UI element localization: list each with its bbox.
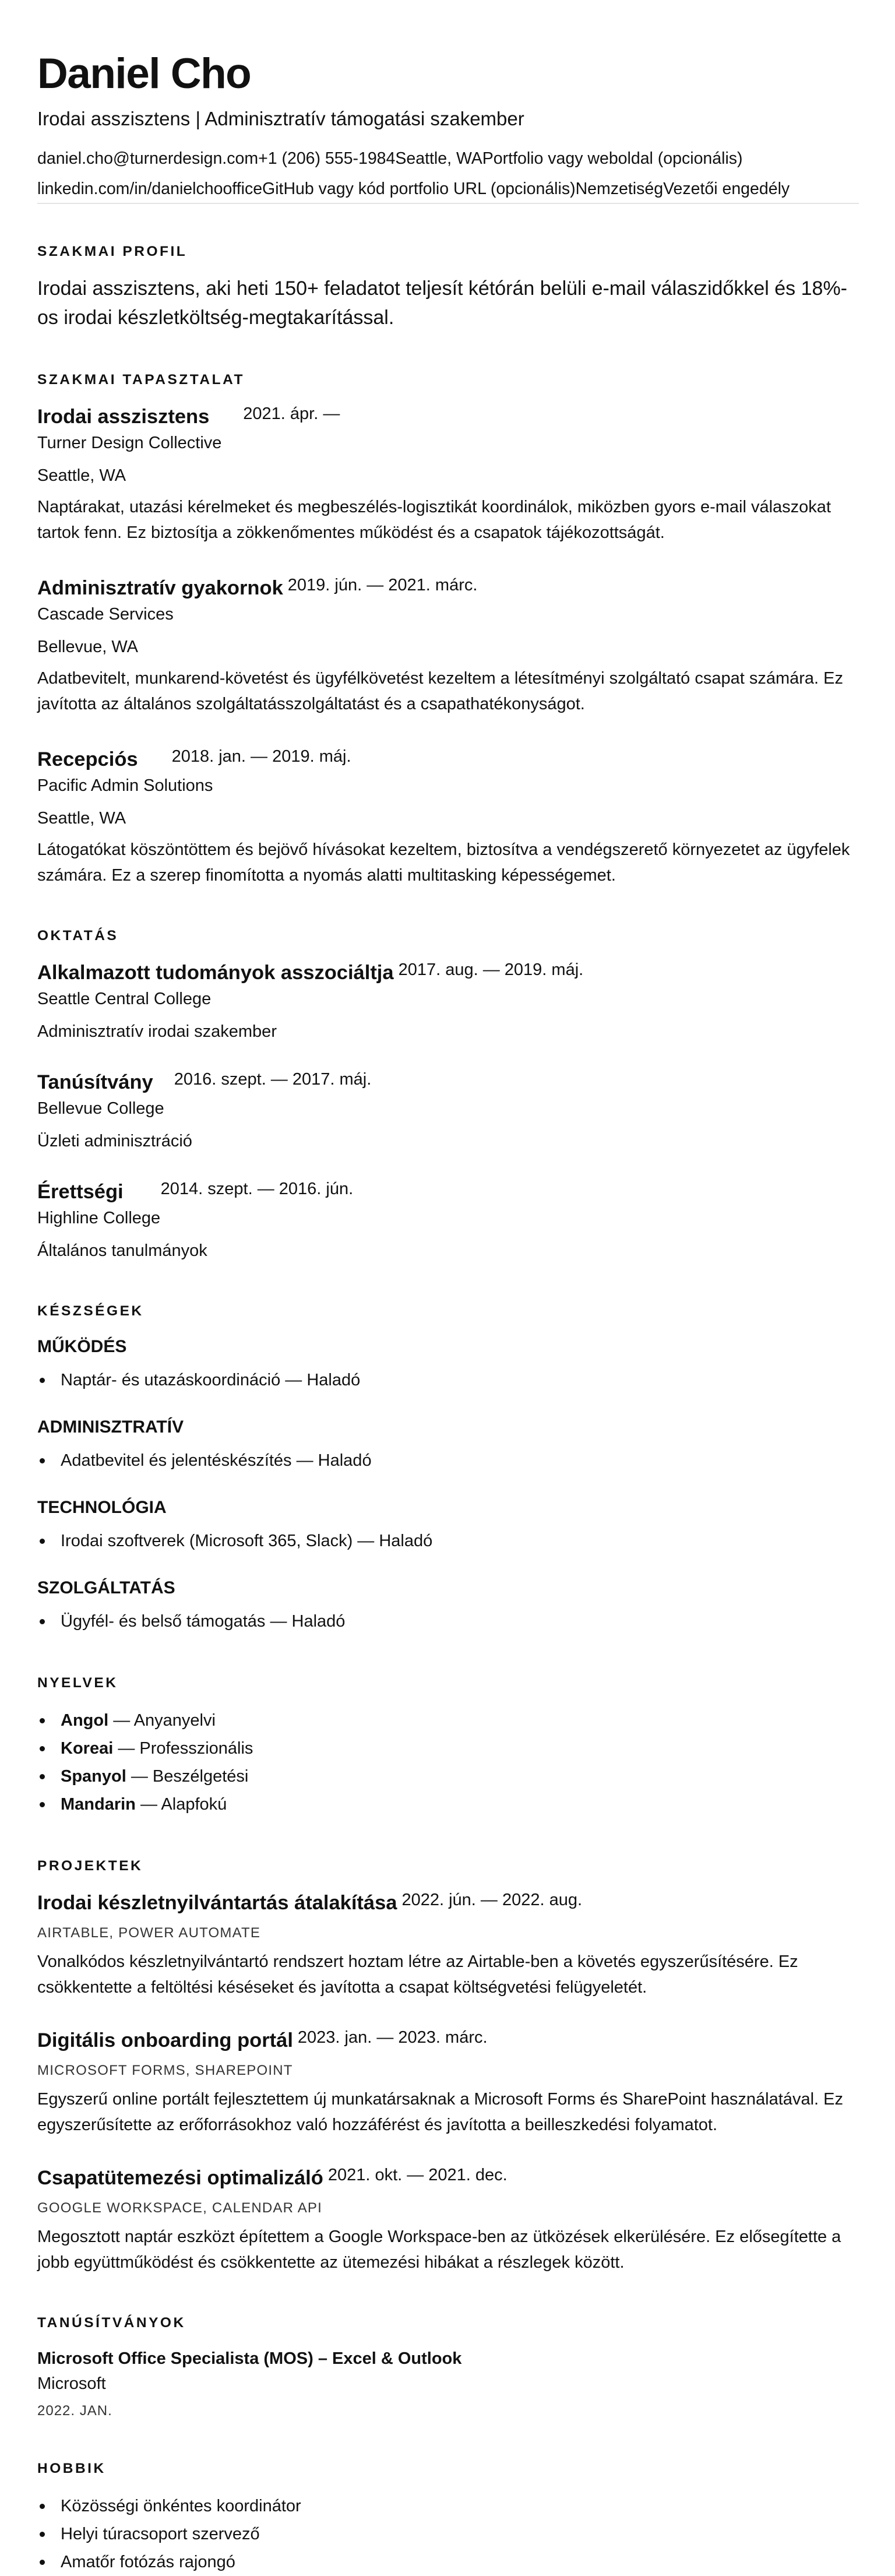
education-section <box>37 927 859 1264</box>
job-location: Bellevue, WA <box>37 638 138 656</box>
education-date: 2014. szept. — 2016. jún. <box>160 1180 354 1198</box>
project-description: Megosztott naptár eszközt építettem a Google Workspace-ben az ütközések elkerülésére. Ez elősegítette a jobb együttműködést és csökkentette az ütemezési hibákat a részlegek között. <box>37 2227 841 2272</box>
job-description: Látogatókat köszöntöttem és bejövő hívásokat kezeltem, biztosítva a vendégszerető környezetet az ügyfelek számára. Ez a szerep finomította a nyomás alatti multitasking képességemet. <box>37 840 850 885</box>
project-date: 2022. jún. — 2022. aug. <box>401 1891 583 1909</box>
project-description: Vonalkódos készletnyilvántartó rendszert hoztam létre az Airtable-ben a követés egyszerűsítésére. Ez csökkentette a feltöltési késéseket és javította a csapat költségvetési felügyeletét. <box>37 1952 798 1997</box>
job-date: 2018. jan. — 2019. máj. <box>171 747 351 766</box>
section-title: NYELVEK <box>37 1675 118 1691</box>
language-list <box>37 1706 859 1818</box>
skill-category-name: TECHNOLÓGIA <box>37 1498 167 1517</box>
language-name: Koreai <box>61 1739 114 1758</box>
section-title: SZAKMAI PROFIL <box>37 244 188 259</box>
skill-category <box>37 1495 859 1555</box>
section-title: SZAKMAI TAPASZTALAT <box>37 372 245 388</box>
company-name: Pacific Admin Solutions <box>37 776 213 795</box>
contact-row <box>37 177 859 200</box>
project-entry <box>37 2165 859 2275</box>
company-name: Cascade Services <box>37 605 174 624</box>
projects-section <box>37 1857 859 2275</box>
job-date: 2019. jún. — 2021. márc. <box>287 576 478 594</box>
skill-category-name: MŰKÖDÉS <box>37 1337 127 1356</box>
project-entry <box>37 2027 859 2138</box>
language-name: Angol <box>61 1711 109 1730</box>
certification-date: 2022. JAN. <box>37 2403 112 2419</box>
skill-category <box>37 1576 859 1635</box>
skill-item: Naptár- és utazáskoordináció — Haladó <box>61 1366 859 1394</box>
hobby-list <box>37 2492 859 2576</box>
project-name: Csapatütemezési optimalizáló <box>37 2167 323 2189</box>
skills-section <box>37 1302 859 1635</box>
project-entry <box>37 1889 859 2000</box>
candidate-name: Daniel Cho <box>37 50 251 97</box>
language-item <box>61 1762 859 1790</box>
field-of-study: Üzleti adminisztráció <box>37 1132 192 1150</box>
contact-email[interactable]: daniel.cho@turnerdesign.com <box>37 149 259 168</box>
language-level: — Alapfokú <box>135 1795 227 1814</box>
education-date: 2017. aug. — 2019. máj. <box>398 960 584 979</box>
field-of-study: Általános tanulmányok <box>37 1241 207 1260</box>
languages-section <box>37 1674 859 1818</box>
profile-section <box>37 242 859 332</box>
certifications-section <box>37 2314 859 2421</box>
skill-category-name: SZOLGÁLTATÁS <box>37 1578 175 1597</box>
language-level: — Anyanyelvi <box>108 1711 216 1730</box>
language-item <box>61 1734 859 1762</box>
experience-entry <box>37 746 859 888</box>
skill-category-name: ADMINISZTRATÍV <box>37 1417 184 1437</box>
job-title: Adminisztratív gyakornok <box>37 577 283 599</box>
project-description: Egyszerű online portált fejlesztettem új munkatársaknak a Microsoft Forms és SharePoint használatával. Ez egyszerűsítette az erőforrásokhoz való hozzáférést és javította a beilleszkedési folyamatot. <box>37 2090 843 2134</box>
field-of-study: Adminisztratív irodai szakember <box>37 1022 277 1041</box>
school-name: Highline College <box>37 1209 161 1227</box>
language-level: — Beszélgetési <box>126 1767 249 1786</box>
skill-item: Ügyfél- és belső támogatás — Haladó <box>61 1607 859 1635</box>
skill-category <box>37 1335 859 1394</box>
language-item <box>61 1706 859 1734</box>
degree-title: Alkalmazott tudományok asszociáltja <box>37 962 394 984</box>
project-date: 2023. jan. — 2023. márc. <box>297 2028 488 2047</box>
project-name: Irodai készletnyilvántartás átalakítása <box>37 1892 397 1914</box>
job-description: Naptárakat, utazási kérelmeket és megbeszélés-logisztikát koordinálok, miközben gyors e-mail válaszokat tartok fenn. Ez biztosítja a zökkenőmentes működést és a csapatok tájékozottságát. <box>37 498 831 542</box>
headline: Irodai asszisztens | Adminisztratív támogatási szakember <box>37 108 524 129</box>
job-location: Seattle, WA <box>37 466 126 485</box>
contact-location: Seattle, WA <box>395 149 482 168</box>
job-title: Irodai asszisztens <box>37 406 210 428</box>
experience-section <box>37 371 859 888</box>
language-name: Mandarin <box>61 1795 136 1814</box>
contact-phone[interactable]: +1 (206) 555-1984 <box>258 149 396 168</box>
job-date: 2021. ápr. — <box>243 404 340 423</box>
hobbies-section <box>37 2459 859 2576</box>
education-entry <box>37 959 859 1044</box>
language-item <box>61 1790 859 1818</box>
language-name: Spanyol <box>61 1767 126 1786</box>
project-tech: AIRTABLE, POWER AUTOMATE <box>37 1925 261 1941</box>
education-entry <box>37 1178 859 1264</box>
contact-nationality: Nemzetiség <box>575 180 664 198</box>
school-name: Seattle Central College <box>37 990 212 1008</box>
project-tech: MICROSOFT FORMS, SHAREPOINT <box>37 2063 293 2078</box>
skill-category <box>37 1415 859 1474</box>
project-name: Digitális onboarding portál <box>37 2029 293 2051</box>
skill-item: Irodai szoftverek (Microsoft 365, Slack) — Haladó <box>61 1527 859 1555</box>
degree-title: Érettségi <box>37 1181 124 1203</box>
skill-item: Adatbevitel és jelentéskészítés — Haladó <box>61 1447 859 1474</box>
degree-title: Tanúsítvány <box>37 1071 153 1093</box>
hobby-item: Amatőr fotózás rajongó <box>61 2548 859 2576</box>
experience-entry <box>37 575 859 717</box>
section-title: KÉSZSÉGEK <box>37 1303 144 1319</box>
education-date: 2016. szept. — 2017. máj. <box>174 1070 372 1089</box>
section-title: HOBBIK <box>37 2461 106 2476</box>
section-title: PROJEKTEK <box>37 1858 143 1874</box>
language-level: — Professzionális <box>113 1739 253 1758</box>
contact-row <box>37 147 859 170</box>
project-date: 2021. okt. — 2021. dec. <box>327 2166 508 2184</box>
project-tech: GOOGLE WORKSPACE, CALENDAR API <box>37 2200 322 2216</box>
certification-entry <box>37 2346 859 2421</box>
hobby-item: Közösségi önkéntes koordinátor <box>61 2492 859 2520</box>
contact-portfolio[interactable]: Portfolio vagy weboldal (opcionális) <box>482 149 743 168</box>
contact-linkedin-github[interactable]: linkedin.com/in/danielchoofficeGitHub vagy kód portfolio URL (opcionális) <box>37 180 576 198</box>
job-description: Adatbevitelt, munkarend-követést és ügyfélkövetést kezeltem a létesítményi szolgáltató csapat számára. Ez javította az általános szolgáltatásszolgáltatást és a csapathatékonyságot. <box>37 669 844 713</box>
experience-entry <box>37 403 859 546</box>
header-divider <box>37 203 859 204</box>
education-entry <box>37 1069 859 1154</box>
profile-summary: Irodai asszisztens, aki heti 150+ feladatot teljesít kétórán belüli e-mail válaszidőkkel és 18%-os irodai készletköltség-megtakarítással. <box>37 277 847 329</box>
school-name: Bellevue College <box>37 1099 164 1118</box>
job-title: Recepciós <box>37 748 138 770</box>
resume-header <box>37 48 859 204</box>
section-title: TANÚSÍTVÁNYOK <box>37 2315 186 2331</box>
hobby-item: Helyi túracsoport szervező <box>61 2520 859 2548</box>
section-title: OKTATÁS <box>37 928 119 944</box>
certification-issuer: Microsoft <box>37 2374 106 2393</box>
company-name: Turner Design Collective <box>37 434 222 452</box>
contact-drivers-license: Vezetői engedély <box>663 180 790 198</box>
job-location: Seattle, WA <box>37 809 126 828</box>
certification-name: Microsoft Office Specialista (MOS) – Excel & Outlook <box>37 2349 462 2368</box>
